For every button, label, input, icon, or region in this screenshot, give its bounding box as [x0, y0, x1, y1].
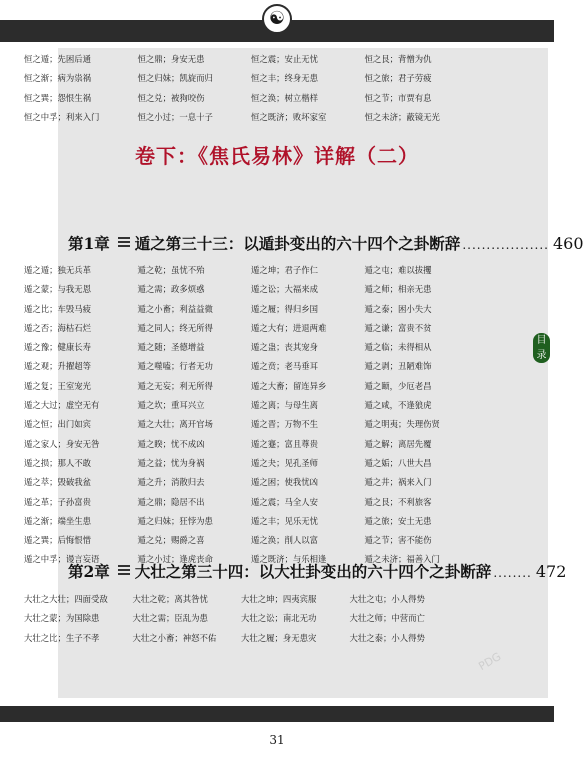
toc-entry: 遁之大过；虚空无有	[24, 400, 100, 411]
toc-entry: 遁之兑；赐爵之喜	[137, 535, 205, 546]
toc-entry: 遁之乾；虽忧不殆	[137, 265, 205, 275]
toc-entry: 遁之既济；与乐相逢	[251, 554, 327, 565]
toc-entry: 恒之艮；背憎为仇	[364, 54, 432, 64]
toc-entry: 遁之同人；终无所得	[137, 322, 213, 333]
toc-entry: 遁之观；升擢超等	[24, 361, 91, 372]
toc-entry: 遁之咸，不逢狼虎	[364, 400, 432, 411]
toc-entry: 遁之解；离居先覆	[364, 438, 432, 449]
toc-entry: 遁之履；得归乡国	[251, 303, 318, 314]
toc-entry: 遁之谦；富贵不贫	[364, 322, 432, 333]
intro-entry-grid	[24, 50, 474, 127]
toc-entry: 遁之复；王室宠光	[24, 380, 91, 391]
toc-entry: 恒之遁；先困后通	[24, 54, 91, 64]
toc-entry: 遁之损；那人不敢	[24, 457, 91, 468]
toc-entry: 恒之旅；君子劳疲	[364, 73, 432, 84]
toc-entry: 遁之大壮；离开官场	[137, 419, 213, 430]
toc-entry: 遁之节；害不能伤	[364, 535, 432, 546]
toc-entry: 遁之益；忧为身祸	[137, 457, 205, 468]
toc-entry: 遁之临；未得相从	[364, 342, 432, 353]
page-number: 31	[269, 733, 285, 747]
toc-entry: 遁之巽；后悔恨惜	[24, 535, 91, 546]
toc-entry: 遁之晋；万物不生	[251, 419, 318, 430]
watermark: PDG	[476, 649, 504, 674]
toc-entry: 遁之萃；毁破我盆	[24, 477, 91, 488]
chapter-2-heading[interactable]	[68, 560, 566, 582]
toc-entry: 遁之中孚；谩言妄语	[24, 554, 100, 565]
yin-yang-icon: ☯	[262, 4, 292, 34]
toc-entry: 遁之涣；削人以富	[251, 535, 318, 546]
toc-entry: 大壮之师；中营而亡	[349, 613, 425, 624]
chapter-2-entry-grid	[24, 590, 454, 648]
toc-entry: 遁之随；圣德增益	[137, 342, 205, 353]
chapter-1-heading[interactable]	[68, 232, 584, 254]
toc-entry: 恒之小过；一息十子	[137, 111, 213, 122]
bottom-footer-band	[0, 706, 554, 722]
toc-entry: 遁之否；海枯石烂	[24, 322, 91, 333]
toc-entry: 恒之归妹；凯旋而归	[137, 73, 213, 84]
toc-entry: 恒之既济；败坏家室	[251, 111, 327, 122]
toc-entry: 恒之涣；树立楷样	[251, 92, 318, 103]
toc-entry: 大壮之履；身无患灾	[241, 632, 317, 643]
toc-entry: 遁之坎；重耳兴立	[137, 400, 205, 411]
toc-entry: 恒之渐；病为祟祸	[24, 73, 91, 84]
toc-entry: 恒之震；安止无忧	[251, 54, 318, 64]
toc-entry: 遁之离；与母生离	[251, 400, 318, 411]
toc-entry: 遁之剥；丑陋难饰	[364, 361, 432, 372]
toc-entry: 遁之小过；逢虎丧命	[137, 554, 213, 565]
chapter-title: 大壮之第三十四：以大壮卦变出的六十四个之卦断辞	[134, 562, 492, 581]
toc-entry: 遁之大有；进退两难	[251, 322, 327, 333]
toc-entry: 遁之蹇；富且尊贵	[251, 438, 318, 449]
toc-entry: 大壮之讼；南北无功	[241, 613, 317, 624]
toc-entry: 遁之丰；见乐无忧	[251, 515, 318, 526]
toc-entry: 恒之中孚；利来入门	[24, 111, 100, 122]
toc-entry: 大壮之蒙；为国除患	[24, 613, 100, 624]
toc-entry: 遁之井；祸来入门	[364, 477, 432, 488]
toc-entry: 遁之屯；难以拔攫	[364, 265, 432, 275]
toc-entry: 遁之革；子孙富贵	[24, 496, 91, 507]
chapter-number: 第2章	[68, 562, 110, 581]
trigram-icon	[118, 565, 130, 578]
toc-entry: 大壮之乾；离其咎忧	[132, 594, 208, 604]
toc-entry: 大壮之小畜；神怒不佑	[132, 632, 217, 643]
chapter-page: 472	[535, 562, 567, 581]
toc-entry: 遁之泰；困小失大	[364, 303, 432, 314]
toc-entry: 遁之大畜；留连异乡	[251, 380, 327, 391]
toc-entry: 遁之小畜；利益益微	[137, 303, 213, 314]
toc-entry: 遁之姤；八世大昌	[364, 457, 432, 468]
toc-entry: 遁之鼎；隐居不出	[137, 496, 205, 507]
toc-entry: 遁之豫；健康长寿	[24, 342, 91, 353]
toc-entry: 遁之明夷；失理伤贤	[364, 419, 440, 430]
toc-entry: 遁之震；马全人安	[251, 496, 318, 507]
toc-entry: 大壮之比；生子不孝	[24, 632, 100, 643]
toc-entry: 遁之遁；独无兵革	[24, 265, 91, 275]
toc-entry: 恒之未济；蔽镜无光	[364, 111, 440, 122]
toc-entry: 遁之师；相亲无患	[364, 284, 432, 295]
toc-entry: 遁之恒；出门如宾	[24, 419, 91, 430]
leader-dots: ........	[493, 566, 532, 580]
toc-entry: 遁之渐；端坐生患	[24, 515, 91, 526]
toc-entry: 遁之旅；安土无患	[364, 515, 432, 526]
side-tab-contents[interactable]: 目录	[533, 333, 550, 363]
toc-entry: 大壮之大壮；四面受敌	[24, 594, 108, 604]
toc-entry: 遁之归妹；狂悖为患	[137, 515, 213, 526]
chapter-1-entry-grid	[24, 261, 474, 570]
toc-entry: 大壮之坤；四夷宾服	[241, 594, 317, 604]
toc-entry: 遁之蛊；丧其宠身	[251, 342, 318, 353]
toc-entry: 遁之艮；不利旅客	[364, 496, 432, 507]
toc-entry: 恒之节；市贾有息	[364, 92, 432, 103]
chapter-title: 遁之第三十三：以遁卦变出的六十四个之卦断辞	[134, 234, 461, 253]
toc-entry: 遁之贲；老马垂耳	[251, 361, 318, 372]
toc-entry: 恒之巽；怨恨生祸	[24, 92, 91, 103]
toc-entry: 遁之坤；君子作仁	[251, 265, 318, 275]
toc-entry: 遁之颐，少厄老昌	[364, 380, 432, 391]
toc-entry: 遁之讼；大福来成	[251, 284, 318, 295]
toc-entry: 遁之家人；身安无咎	[24, 438, 100, 449]
trigram-icon	[118, 237, 130, 250]
toc-entry: 遁之比；车毁马疲	[24, 303, 91, 314]
toc-entry: 遁之噬嗑；行者无功	[137, 361, 213, 372]
toc-entry: 遁之无妄；利无所得	[137, 380, 213, 391]
chapter-number: 第1章	[68, 234, 110, 253]
toc-entry: 遁之夬；见孔圣师	[251, 457, 318, 468]
chapter-page: 460	[552, 234, 584, 253]
toc-entry: 遁之未济；福善入门	[364, 554, 440, 565]
toc-entry: 恒之兑；被狗咬伤	[137, 92, 205, 103]
leader-dots: ..................	[462, 238, 549, 252]
toc-entry: 大壮之泰；小人得势	[349, 632, 425, 643]
toc-entry: 遁之困；使我忧凶	[251, 477, 318, 488]
section-title: 卷下：《焦氏易林》详解（二）	[135, 144, 419, 168]
toc-entry: 遁之蒙；与我无恩	[24, 284, 91, 295]
toc-entry: 恒之鼎；身安无患	[137, 54, 205, 64]
toc-entry: 遁之需；政多烦惑	[137, 284, 205, 295]
toc-entry: 大壮之需；臣乱为患	[132, 613, 208, 624]
toc-entry: 大壮之屯；小人得势	[349, 594, 425, 604]
toc-entry: 遁之睽；忧不成凶	[137, 438, 205, 449]
toc-entry: 遁之升；消散归去	[137, 477, 205, 488]
toc-entry: 恒之丰；终身无患	[251, 73, 318, 84]
